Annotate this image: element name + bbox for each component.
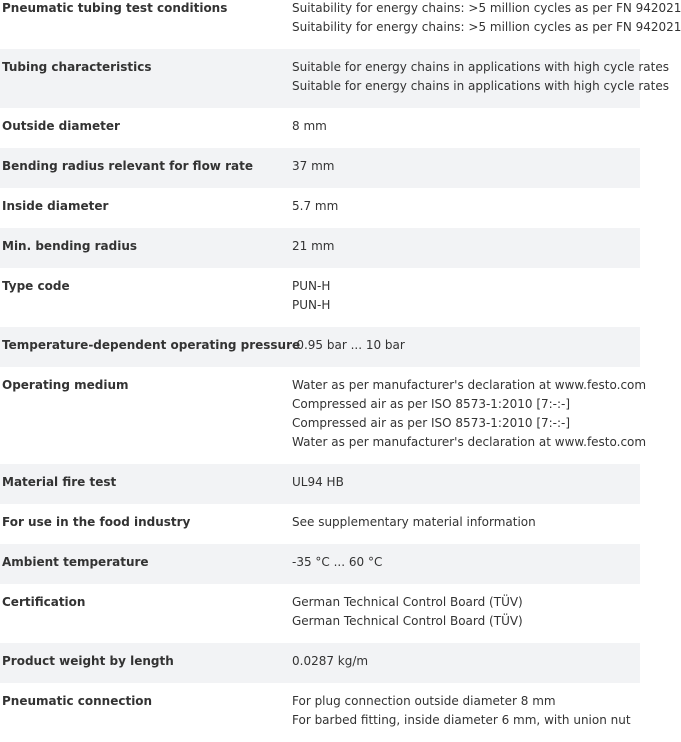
table-row bbox=[0, 108, 640, 148]
row-label: For use in the food industry bbox=[2, 515, 191, 529]
row-value: -35 °C ... 60 °C bbox=[292, 555, 383, 569]
row-label: Tubing characteristics bbox=[2, 60, 152, 74]
row-value: 8 mm bbox=[292, 119, 327, 133]
table-row bbox=[0, 148, 640, 188]
row-value: 37 mm bbox=[292, 159, 335, 173]
row-values bbox=[292, 336, 640, 355]
row-label: Ambient temperature bbox=[2, 555, 149, 569]
table-row bbox=[0, 643, 640, 683]
table-row bbox=[0, 367, 647, 464]
row-value: German Technical Control Board (TÜV) bbox=[292, 614, 523, 628]
row-value: Water as per manufacturer's declaration at www.festo.com bbox=[292, 378, 647, 392]
row-value: Suitable for energy chains in applications with high cycle rates bbox=[292, 60, 669, 74]
row-values bbox=[292, 652, 640, 671]
table-row bbox=[0, 228, 640, 268]
row-value: 21 mm bbox=[292, 239, 335, 253]
row-value: For barbed fitting, inside diameter 6 mm, with union nut bbox=[292, 713, 631, 727]
row-value: 0.0287 kg/m bbox=[292, 654, 369, 668]
table-row bbox=[0, 544, 640, 584]
table-row bbox=[0, 0, 681, 49]
row-value: PUN-H bbox=[292, 279, 331, 293]
row-values bbox=[292, 553, 640, 572]
row-label: Outside diameter bbox=[2, 119, 120, 133]
row-values bbox=[292, 237, 640, 256]
row-values bbox=[292, 376, 646, 452]
row-values bbox=[292, 473, 640, 492]
row-value: UL94 HB bbox=[292, 475, 344, 489]
row-value: German Technical Control Board (TÜV) bbox=[292, 595, 523, 609]
row-values bbox=[292, 0, 681, 37]
table-row bbox=[0, 327, 640, 367]
row-value: Compressed air as per ISO 8573-1:2010 [7:-:-] bbox=[292, 397, 571, 411]
row-label: Bending radius relevant for flow rate bbox=[2, 159, 253, 173]
row-label: Pneumatic tubing test conditions bbox=[2, 1, 228, 15]
row-value: Compressed air as per ISO 8573-1:2010 [7:-:-] bbox=[292, 416, 571, 430]
row-value: Water as per manufacturer's declaration at www.festo.com bbox=[292, 435, 647, 449]
row-label: Temperature-dependent operating pressure bbox=[2, 338, 301, 352]
row-label: Inside diameter bbox=[2, 199, 109, 213]
table-row bbox=[0, 49, 669, 108]
row-label: Material fire test bbox=[2, 475, 117, 489]
row-value: 5.7 mm bbox=[292, 199, 339, 213]
row-label: Operating medium bbox=[2, 378, 129, 392]
row-values bbox=[292, 58, 669, 96]
row-label: Type code bbox=[2, 279, 70, 293]
table-row bbox=[0, 268, 640, 327]
table-row bbox=[0, 504, 640, 544]
row-value: -0.95 bar ... 10 bar bbox=[292, 338, 405, 352]
row-values bbox=[292, 197, 640, 216]
row-values bbox=[292, 277, 640, 315]
row-values bbox=[292, 513, 640, 532]
row-label: Pneumatic connection bbox=[2, 694, 153, 708]
table-row bbox=[0, 683, 640, 742]
row-value: See supplementary material information bbox=[292, 515, 536, 529]
table-row bbox=[0, 464, 640, 504]
row-value: Suitability for energy chains: >5 million cycles as per FN 942021 bbox=[292, 1, 681, 15]
row-values bbox=[292, 593, 640, 631]
row-value: For plug connection outside diameter 8 mm bbox=[292, 694, 556, 708]
table-row bbox=[0, 188, 640, 228]
table-row bbox=[0, 584, 640, 643]
row-value: Suitability for energy chains: >5 million cycles as per FN 942021 bbox=[292, 20, 681, 34]
row-values bbox=[292, 692, 640, 730]
row-label: Certification bbox=[2, 595, 86, 609]
row-value: Suitable for energy chains in applications with high cycle rates bbox=[292, 79, 669, 93]
row-label: Product weight by length bbox=[2, 654, 174, 668]
row-values bbox=[292, 157, 640, 176]
row-values bbox=[292, 117, 640, 136]
row-label: Min. bending radius bbox=[2, 239, 138, 253]
row-value: PUN-H bbox=[292, 298, 331, 312]
